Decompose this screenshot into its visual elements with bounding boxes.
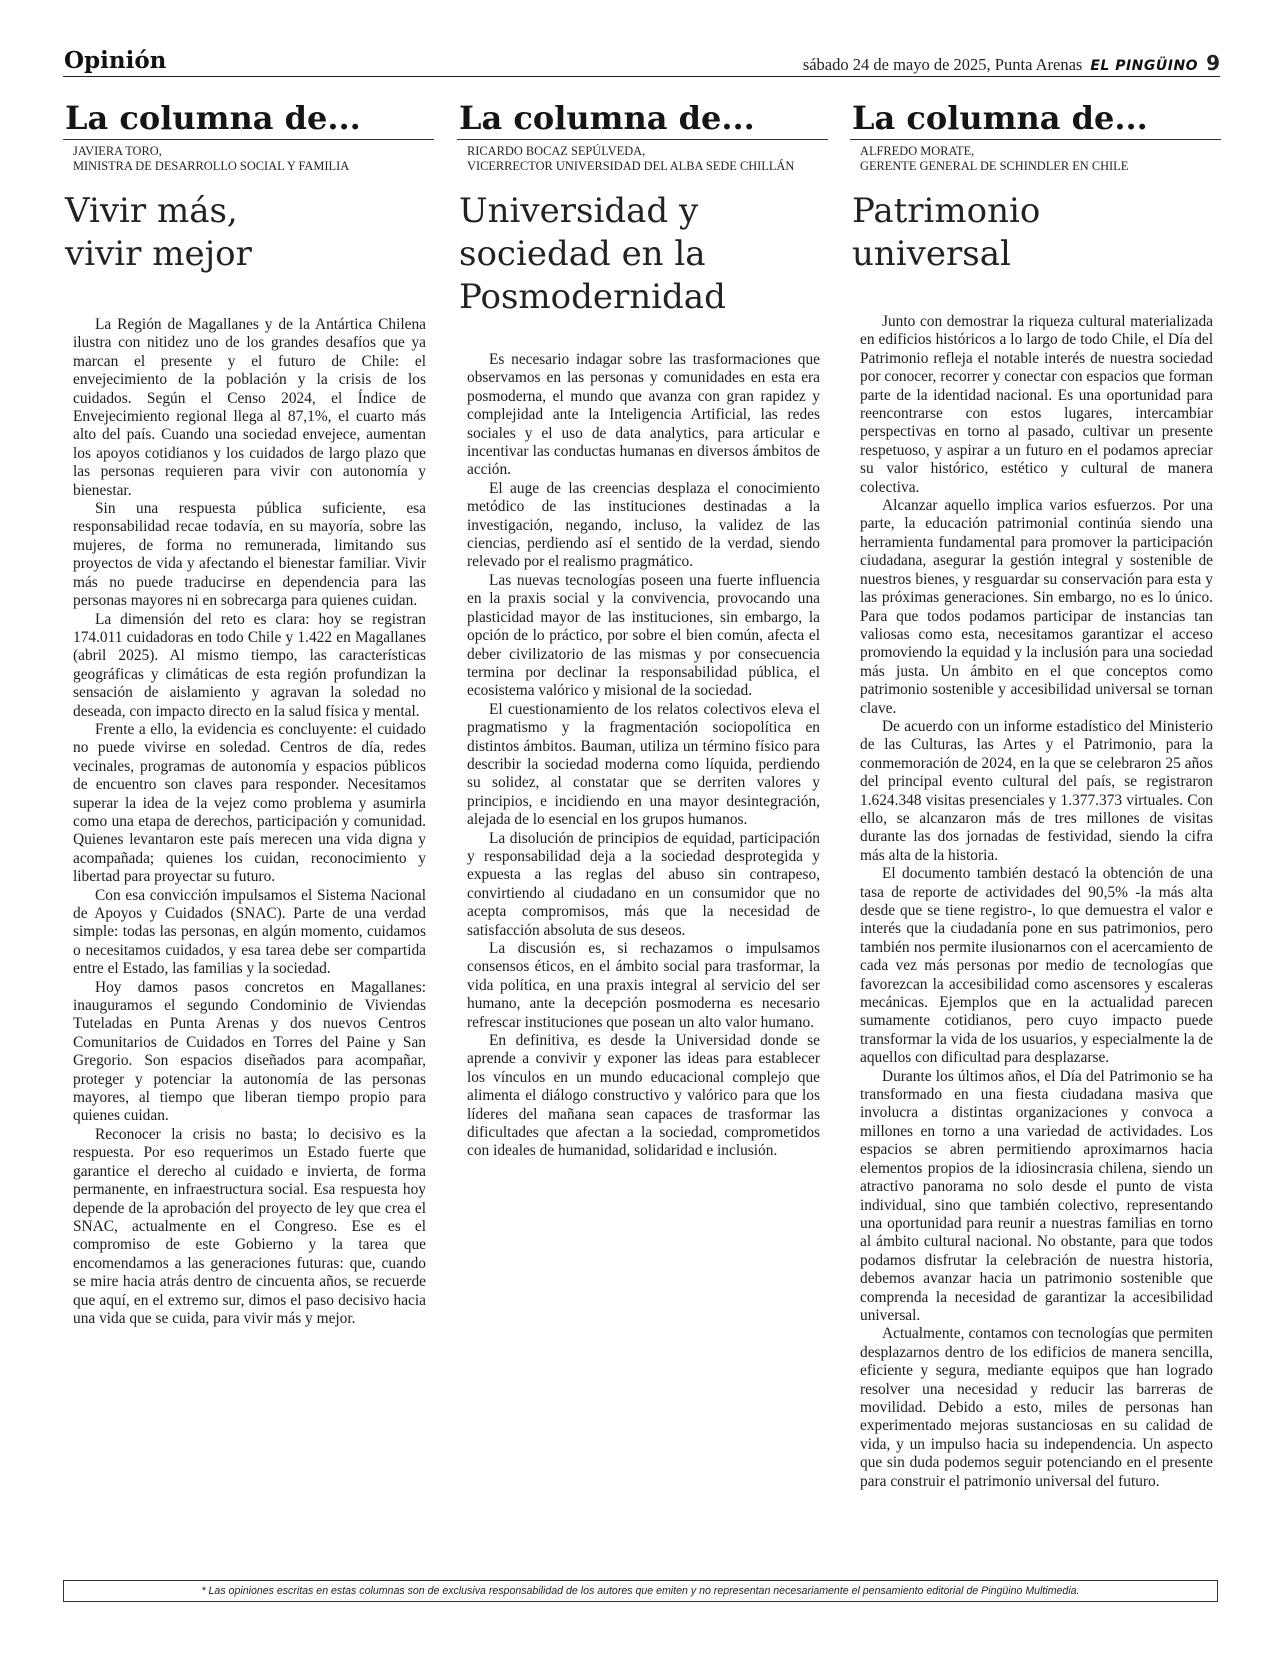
author-name: JAVIERA TORO, xyxy=(73,144,162,158)
author-role: MINISTRA DE DESARROLLO SOCIAL Y FAMILIA xyxy=(73,159,350,173)
body-paragraph: El auge de las creencias desplaza el conocimiento metódico de las instituciones destinadas a la investigación, negando, incluso, la validez de las ciencias, perdiendo así el sentido de la verdad, siendo relevado por el realismo pragmático. xyxy=(467,479,820,571)
body-paragraph: La discusión es, si rechazamos o impulsamos consensos éticos, en el ámbito social para trasformar, la vida política, en una praxis integral al servicio del ser humano, ante la decepción posmoderna es necesario refrescar instituciones que posean un alto valor humano. xyxy=(467,940,820,1031)
author-name: RICARDO BOCAZ SEPÚLVEDA, xyxy=(467,144,646,158)
column-headline xyxy=(65,190,434,276)
body-paragraph: La disolución de principios de equidad, participación y responsabilidad deja a la sociedad desprotegida y expuesta a las reglas del abuso sin contrapeso, convirtiendo al ciudadano en un consumidor que no acepta compromisos, más que la necesidad de satisfacción absoluta de sus deseos. xyxy=(467,829,820,939)
column-kicker: La columna de... xyxy=(459,99,755,137)
body-paragraph: Actualmente, contamos con tecnologías que permiten desplazarnos dentro de los edificios de manera sencilla, eficiente y segura, mediante equipos que han logrado resolver una necesidad y reducir las barreras de movilidad. Debido a esto, miles de personas han experimentado mejoras sustanciosas en su calidad de vida, y un impulso hacia su independencia. Un aspecto que sin duda podemos seguir potenciando en el presente para construir el patrimonio universal del futuro. xyxy=(860,1325,1213,1490)
column-divider xyxy=(63,139,434,140)
author-byline xyxy=(860,144,1221,174)
column-body xyxy=(860,313,1213,1491)
footer-disclaimer: * Las opiniones escritas en estas columnas son de exclusiva responsabilidad de los autores que emiten y no representan necesariamente el pensamiento editorial de Pingüino Multimedia. xyxy=(63,1580,1218,1602)
body-paragraph: El documento también destacó la obtención de una tasa de reporte de actividades del 90,5% -la más alta desde que se tiene registro-, lo que demuestra el valor e interés que la ciudadanía pone en sus patrimonios, pero también nos permite ilusionarnos con el acercamiento de cada vez más personas por medio de tecnologías que favorezcan la accesibilidad como ascensores y escaleras mecánicas. Ejemplos que en la actualidad parecen sumamente cotidianos, pero cuyo impacto puede transformar la vida de los usuarios, y especialmente la de aquellos con dificultad para desplazarse. xyxy=(860,865,1213,1067)
body-paragraph: Con esa convicción impulsamos el Sistema Nacional de Apoyos y Cuidados (SNAC). Parte de una verdad simple: todas las personas, en algún momento, cuidamos o necesitamos cuidados, y esa tarea debe ser compartida entre el Estado, las familias y la sociedad. xyxy=(73,886,426,978)
body-paragraph: Frente a ello, la evidencia es concluyente: el cuidado no puede vivirse en soledad. Centros de día, redes vecinales, programas de autonomía y espacios públicos de encuentro son claves para responder. Necesitamos superar la idea de la vejez como problema y asumirla como una etapa de derechos, participación y comunidad. Quienes levantaron este país merecen una vida digna y acompañada; quienes los cuidan, reconocimiento y libertad para proyectar su futuro. xyxy=(73,720,426,886)
headline-line: universal xyxy=(852,234,1011,274)
headline-line: Posmodernidad xyxy=(459,277,726,317)
body-paragraph: En definitiva, es desde la Universidad donde se aprende a convivir y exponer las ideas para establecer los vínculos en un mundo educacional complejo que alimenta el diálogo constructivo y valórico para que los líderes del mañana sean capaces de trasformar las dificultades que afectan a la sociedad, comprometidos con ideales de humanidad, solidaridad e inclusión. xyxy=(467,1032,820,1160)
column-body xyxy=(467,351,820,1161)
author-role: VICERRECTOR UNIVERSIDAD DEL ALBA SEDE CHILLÁN xyxy=(467,159,795,173)
headline-line: sociedad en la xyxy=(459,234,706,274)
author-role: GERENTE GENERAL DE SCHINDLER EN CHILE xyxy=(860,159,1129,173)
header-meta xyxy=(803,51,1220,75)
publication-logo: EL PINGÜINO xyxy=(1090,58,1199,74)
column-body xyxy=(73,316,426,1328)
author-byline xyxy=(73,144,434,174)
body-paragraph: La Región de Magallanes y de la Antártica Chilena ilustra con nitidez uno de los grandes desafíos que ya marcan el presente y el futuro de Chile: el envejecimiento de la población y la crisis de los cuidados. Según el Censo 2024, el Índice de Envejecimiento regional llega al 87,1%, el cuarto más alto del país. Cuando una sociedad envejece, aumentan los apoyos cotidianos y los cuidados de largo plazo que las personas requieren para vivir con autonomía y bienestar. xyxy=(73,316,426,499)
opinion-column-2 xyxy=(457,98,828,1161)
body-paragraph: Hoy damos pasos concretos en Magallanes: inauguramos el segundo Condominio de Viviendas Tuteladas en Punta Arenas y dos nuevos Centros Comunitarios de Cuidados en Torres del Paine y San Gregorio. Son espacios diseñados para acompañar, proteger y potenciar la autonomía de las personas mayores, al tiempo que liberan tiempo propio para quienes cuidan. xyxy=(73,978,426,1125)
opinion-column-1 xyxy=(63,98,434,1328)
column-headline xyxy=(459,190,828,319)
body-paragraph: Las nuevas tecnologías poseen una fuerte influencia en la praxis social y la convivencia, provocando una plasticidad mayor de las instituciones, sin embargo, la opción de lo práctico, por sobre el bien común, afecta el deber civilizatorio de las mismas y por consecuencia termina por declinar la responsabilidad pública, el ecosistema valórico y misional de la sociedad. xyxy=(467,571,820,700)
headline-line: Patrimonio xyxy=(852,191,1041,231)
body-paragraph: El cuestionamiento de los relatos colectivos eleva el pragmatismo y la fragmentación sociopolítica en distintos ámbitos. Bauman, utiliza un término físico para describir la sociedad moderna como líquida, perdiendo su solidez, al constatar que se derriten valores y principios, e incidiendo en una mayor desintegración, alejada de lo esencial en los grupos humanos. xyxy=(467,700,820,829)
column-kicker: La columna de... xyxy=(852,99,1148,137)
column-headline xyxy=(852,190,1221,276)
headline-line: Vivir más, xyxy=(65,191,238,231)
body-paragraph: Junto con demostrar la riqueza cultural materializada en edificios históricos a lo largo de todo Chile, el Día del Patrimonio refleja el notable interés de nuestra sociedad por conocer, recorrer y conectar con espacios que forman parte de la identidad nacional. Es una oportunidad para reencontrarse con estos lugares, intercambiar perspectivas en torno al pasado, cultivar un presente respetuoso, y aspirar a un futuro en el podamos apreciar su valor histórico, estético y cultural de manera colectiva. xyxy=(860,313,1213,496)
column-divider xyxy=(850,139,1221,140)
section-title: Opinión xyxy=(64,47,167,74)
body-paragraph: De acuerdo con un informe estadístico del Ministerio de las Culturas, las Artes y el Patrimonio, para la conmemoración de 2024, en la que se celebraron 25 años del principal evento cultural del país, se registraron 1.624.348 visitas presenciales y 1.377.373 virtuales. Con ello, se alcanzaron más de tres millones de visitas durante las dos jornadas de festividad, siendo la cifra más alta de la historia. xyxy=(860,717,1213,864)
body-paragraph: Es necesario indagar sobre las trasformaciones que observamos en las personas y comunidades en esta era posmoderna, el mundo que avanza con gran rapidez y complejidad ante la Inteligencia Artificial, las redes sociales y el uso de data analytics, para articular e incentivar las conductas humanas en diversos ámbitos de acción. xyxy=(467,351,820,479)
headline-line: vivir mejor xyxy=(65,234,252,274)
author-byline xyxy=(467,144,828,174)
opinion-column-3 xyxy=(850,98,1221,1491)
body-paragraph: Durante los últimos años, el Día del Patrimonio se ha transformado en una fiesta ciudadana masiva que involucra a distintas organizaciones y convoca a millones en torno a una variedad de actividades. Los espacios se abren permitiendo aproximarnos hacia elementos propios de la idiosincrasia chilena, siendo un atractivo panorama no solo desde el punto de vista individual, sino que también colectivo, representando una oportunidad para reunir a nuestras familias en torno al ámbito cultural nacional. No obstante, para que todos podamos disfrutar la celebración de nuestra historia, debemos avanzar hacia un patrimonio sostenible que comprenda la necesidad de garantizar la accesibilidad universal. xyxy=(860,1067,1213,1324)
column-divider xyxy=(457,139,828,140)
headline-line: Universidad y xyxy=(459,191,699,231)
issue-date: sábado 24 de mayo de 2025, Punta Arenas xyxy=(802,55,1083,74)
column-kicker: La columna de... xyxy=(65,99,361,137)
body-paragraph: Reconocer la crisis no basta; lo decisivo es la respuesta. Por eso requerimos un Estado fuerte que garantice el derecho al cuidado e invierta, de forma permanente, en infraestructura social. Esa respuesta hoy depende de la aprobación del proyecto de ley que crea el SNAC, actualmente en el Congreso. Ese es el compromiso de este Gobierno y la tarea que encomendamos a las generaciones futuras: que, cuando se mire hacia atrás dentro de cincuenta años, se recuerde que aquí, en el extremo sur, dimos el paso decisivo hacia una vida que se cuida, para vivir más y mejor. xyxy=(73,1125,426,1327)
body-paragraph: Sin una respuesta pública suficiente, esa responsabilidad recae todavía, en su mayoría, sobre las mujeres, de forma no remunerada, limitando sus proyectos de vida y afectando el bienestar familiar. Vivir más no puede traducirse en dependencia para las personas mayores ni en sobrecarga para quienes cuidan. xyxy=(73,500,426,610)
page-header xyxy=(63,48,1220,77)
page-number: 9 xyxy=(1206,51,1220,75)
body-paragraph: La dimensión del reto es clara: hoy se registran 174.011 cuidadoras en todo Chile y 1.422 en Magallanes (abril 2025). Al mismo tiempo, las características geográficas y climáticas de esta región profundizan la sensación de aislamiento y agravan la soledad no deseada, con impacto directo en la salud física y mental. xyxy=(73,610,426,720)
body-paragraph: Alcanzar aquello implica varios esfuerzos. Por una parte, la educación patrimonial continúa siendo una herramienta fundamental para promover la participación ciudadana, asegurar la gestión integral y sostenible de nuestros bienes, y resguardar su conservación para esta y las próximas generaciones. Sin embargo, no es lo único. Para que todos podamos participar de instancias tan valiosas como esta, necesitamos garantizar el acceso promoviendo la equidad y la inclusión para una sociedad más justa. Un ámbito en el que conceptos como patrimonio sostenible y accesibilidad universal se tornan clave. xyxy=(860,497,1213,717)
author-name: ALFREDO MORATE, xyxy=(860,144,975,158)
